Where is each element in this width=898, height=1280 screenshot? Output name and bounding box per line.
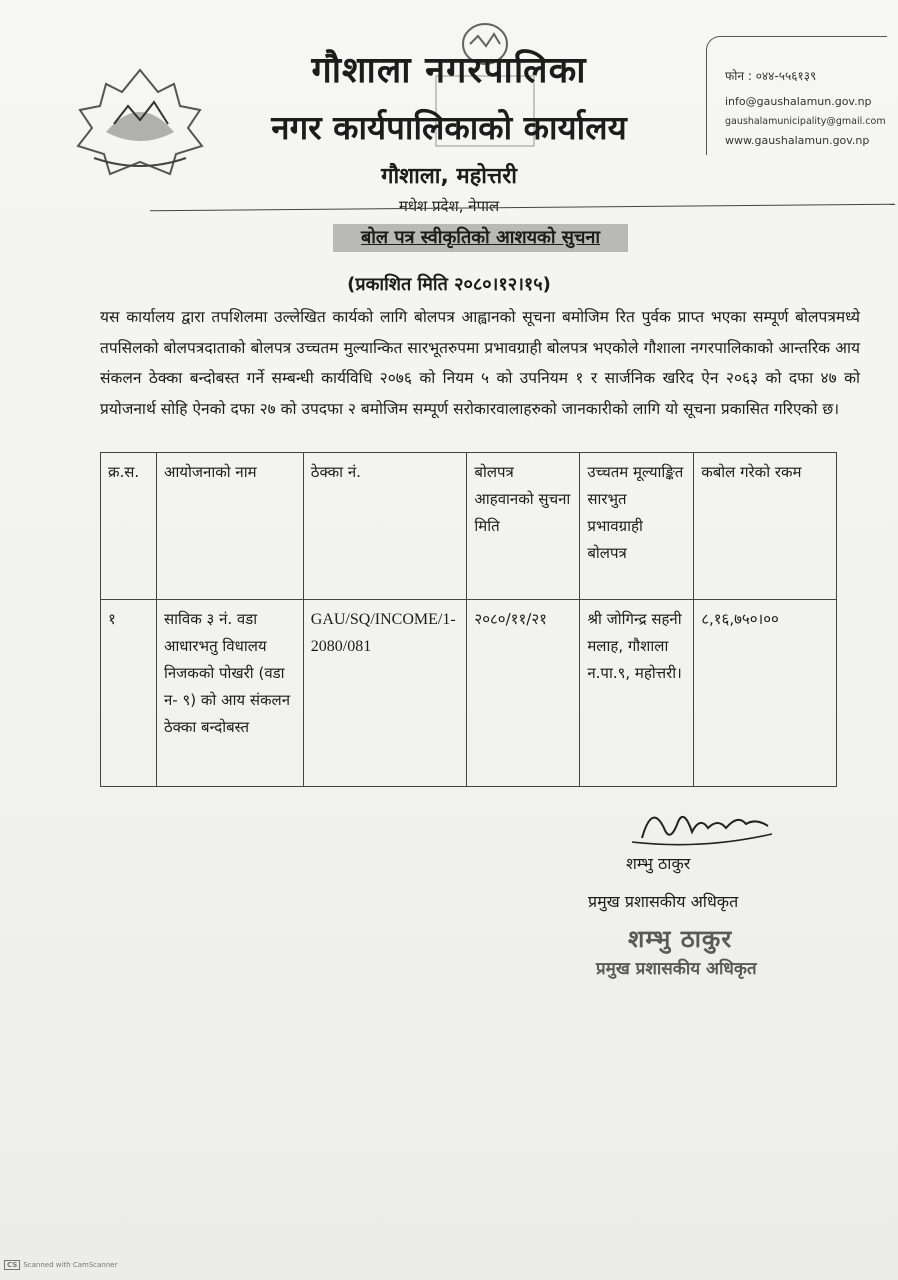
cell-bid-amount: ८,१६,७५०।०० — [694, 600, 837, 787]
stamp-name: शम्भु ठाकुर — [628, 925, 733, 953]
header-project-name: आयोजनाको नाम — [156, 453, 303, 600]
cell-contract-no: GAU/SQ/INCOME/1-2080/081 — [303, 600, 467, 787]
notice-title: बोल पत्र स्वीकृतिको आशयको सुचना — [333, 224, 628, 252]
cell-serial: १ — [101, 600, 157, 787]
contact-email-alt: gaushalamunicipality@gmail.com — [725, 116, 886, 127]
table-header-row — [101, 453, 837, 600]
scanner-text: Scanned with CamScanner — [23, 1261, 118, 1269]
office-location: गौशाला, महोत्तरी — [381, 164, 517, 189]
handwritten-signature — [622, 798, 782, 858]
header-winning-bid: उच्चतम मूल्याङ्कित सारभुत प्रभावग्राही बोलपत्र — [580, 453, 694, 600]
office-name: नगर कार्यपालिकाको कार्यालय — [271, 108, 627, 147]
contact-email: info@gaushalamun.gov.np — [725, 95, 872, 108]
cell-winning-bidder: श्री जोगिन्द्र सहनी मलाह, गौशाला न.पा.९, महोत्तरी। — [580, 600, 694, 787]
table-row — [101, 600, 837, 787]
scanner-watermark — [4, 1260, 117, 1270]
province-name: मधेश प्रदेश, नेपाल — [398, 197, 500, 215]
contact-phone: फोन : ०४४-५५६१३९ — [725, 69, 817, 83]
cell-project-name: साविक ३ नं. वडा आधारभतु विधालय निजकको पोखरी (वडा न- ९) को आय संकलन ठेक्का बन्दोबस्त — [156, 600, 303, 787]
stamp-designation: प्रमुख प्रशासकीय अधिकृत — [596, 959, 757, 979]
publish-date: (प्रकाशित मिति २०८०।१२।१५) — [347, 274, 551, 295]
contact-website: www.gaushalamun.gov.np — [725, 134, 870, 147]
municipality-name: गौशाला नगरपालिका — [311, 50, 587, 91]
scanner-logo-icon: CS — [4, 1260, 20, 1270]
header-notice-date: बोलपत्र आहवानको सुचना मिति — [467, 453, 580, 600]
header-serial: क्र.स. — [101, 453, 157, 600]
signatory-name: शम्भु ठाकुर — [626, 854, 691, 873]
cell-notice-date: २०८०/११/२१ — [467, 600, 580, 787]
header-bid-amount: कबोल गरेको रकम — [694, 453, 837, 600]
header-contract-no: ठेक्का नं. — [303, 453, 467, 600]
tender-table — [100, 452, 837, 787]
contact-block — [706, 36, 887, 155]
notice-body: यस कार्यालय द्वारा तपशिलमा उल्लेखित कार्यको लागि बोलपत्र आह्वानको सूचना बमोजिम रित पुर्वक प्राप्त भएका सम्पूर्ण बोलपत्रमध्ये तपसिलको बोलपत्रदाताको बोलपत्र उच्चतम मुल्यान्कित सारभूतरुपमा प्रभावग्राही बोलपत्र भएकोले गौशाला नगरपालिकाको आन्तरिक आय संकलन ठेक्का बन्दोबस्त गर्ने सम्बन्धी कार्यविधि २०७६ को नियम ५ को उपनियम १ र सार्जनिक खरिद ऐन २०६३ को दफा ४७ को प्रयोजनार्थ सोहि ऐनको दफा २७ को उपदफा २ बमोजिम सम्पूर्ण सरोकारवालाहरुको जानकारीको लागि यो सूचना प्रकासित गरिएको छ। — [100, 308, 860, 418]
signatory-designation: प्रमुख प्रशासकीय अधिकृत — [588, 892, 739, 911]
